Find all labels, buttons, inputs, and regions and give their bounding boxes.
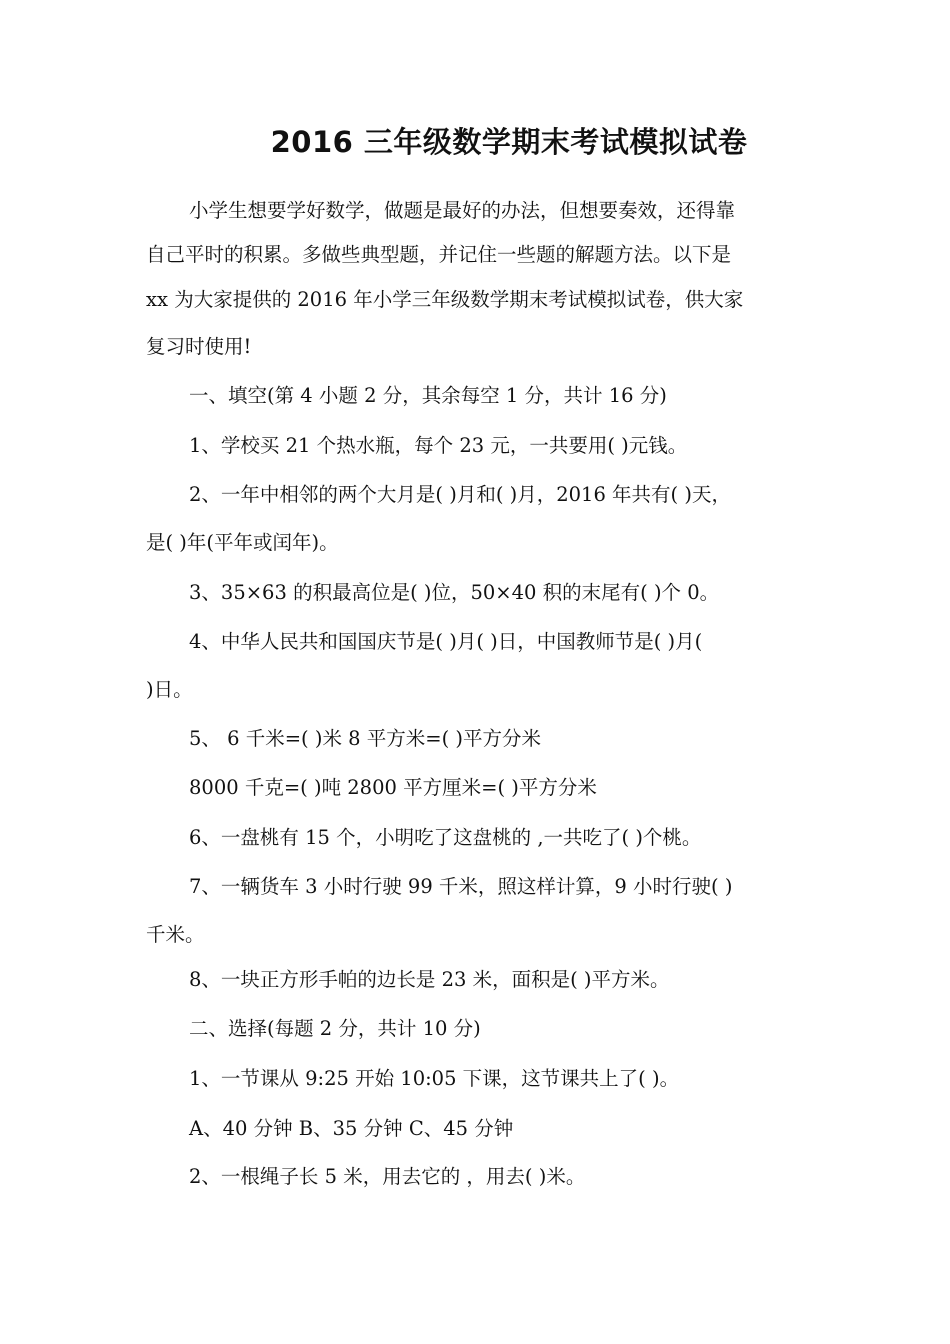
section2-question-2: 2、一根绳子长 5 米，用去它的 ，用去( )米。 — [189, 1165, 586, 1188]
intro-line-3: xx 为大家提供的 2016 年小学三年级数学期末考试模拟试卷，供大家 — [146, 288, 744, 311]
section2-question-1: 1、一节课从 9:25 开始 10:05 下课，这节课共上了( )。 — [189, 1067, 680, 1090]
section1-question-1: 1、学校买 21 个热水瓶，每个 23 元，一共要用( )元钱。 — [189, 434, 688, 457]
section1-question-3: 3、35×63 的积最高位是( )位，50×40 积的末尾有( )个 0。 — [189, 581, 720, 604]
intro-line-1: 小学生想要学好数学，做题是最好的办法，但想要奏效，还得靠 — [189, 199, 736, 222]
section1-question-5-line-2: 8000 千克=( )吨 2800 平方厘米=( )平方分米 — [189, 776, 597, 799]
section1-question-7-line-2: 千米。 — [146, 923, 205, 946]
intro-line-4: 复习时使用! — [146, 335, 252, 358]
section2-question-1-options: A、40 分钟 B、35 分钟 C、45 分钟 — [189, 1117, 514, 1140]
section2-heading: 二、选择(每题 2 分，共计 10 分) — [189, 1017, 481, 1040]
section1-question-4-line-2: )日。 — [146, 678, 193, 701]
section1-question-7-line-1: 7、一辆货车 3 小时行驶 99 千米，照这样计算，9 小时行驶( ) — [189, 875, 733, 898]
section1-heading: 一、填空(第 4 小题 2 分，其余每空 1 分，共计 16 分) — [189, 384, 667, 407]
section1-question-6: 6、一盘桃有 15 个，小明吃了这盘桃的 ,一共吃了( )个桃。 — [189, 826, 702, 849]
document-title: 2016 三年级数学期末考试模拟试卷 — [270, 125, 748, 159]
section1-question-8: 8、一块正方形手帕的边长是 23 米，面积是( )平方米。 — [189, 968, 670, 991]
section1-question-2-line-1: 2、一年中相邻的两个大月是( )月和( )月，2016 年共有( )天， — [189, 483, 731, 506]
section1-question-2-line-2: 是( )年(平年或闰年)。 — [146, 531, 339, 554]
section1-question-4-line-1: 4、中华人民共和国国庆节是( )月( )日，中国教师节是( )月( — [189, 630, 703, 653]
intro-line-2: 自己平时的积累。多做些典型题，并记住一些题的解题方法。以下是 — [146, 243, 732, 266]
section1-question-5-line-1: 5、 6 千米=( )米 8 平方米=( )平方分米 — [189, 727, 542, 750]
